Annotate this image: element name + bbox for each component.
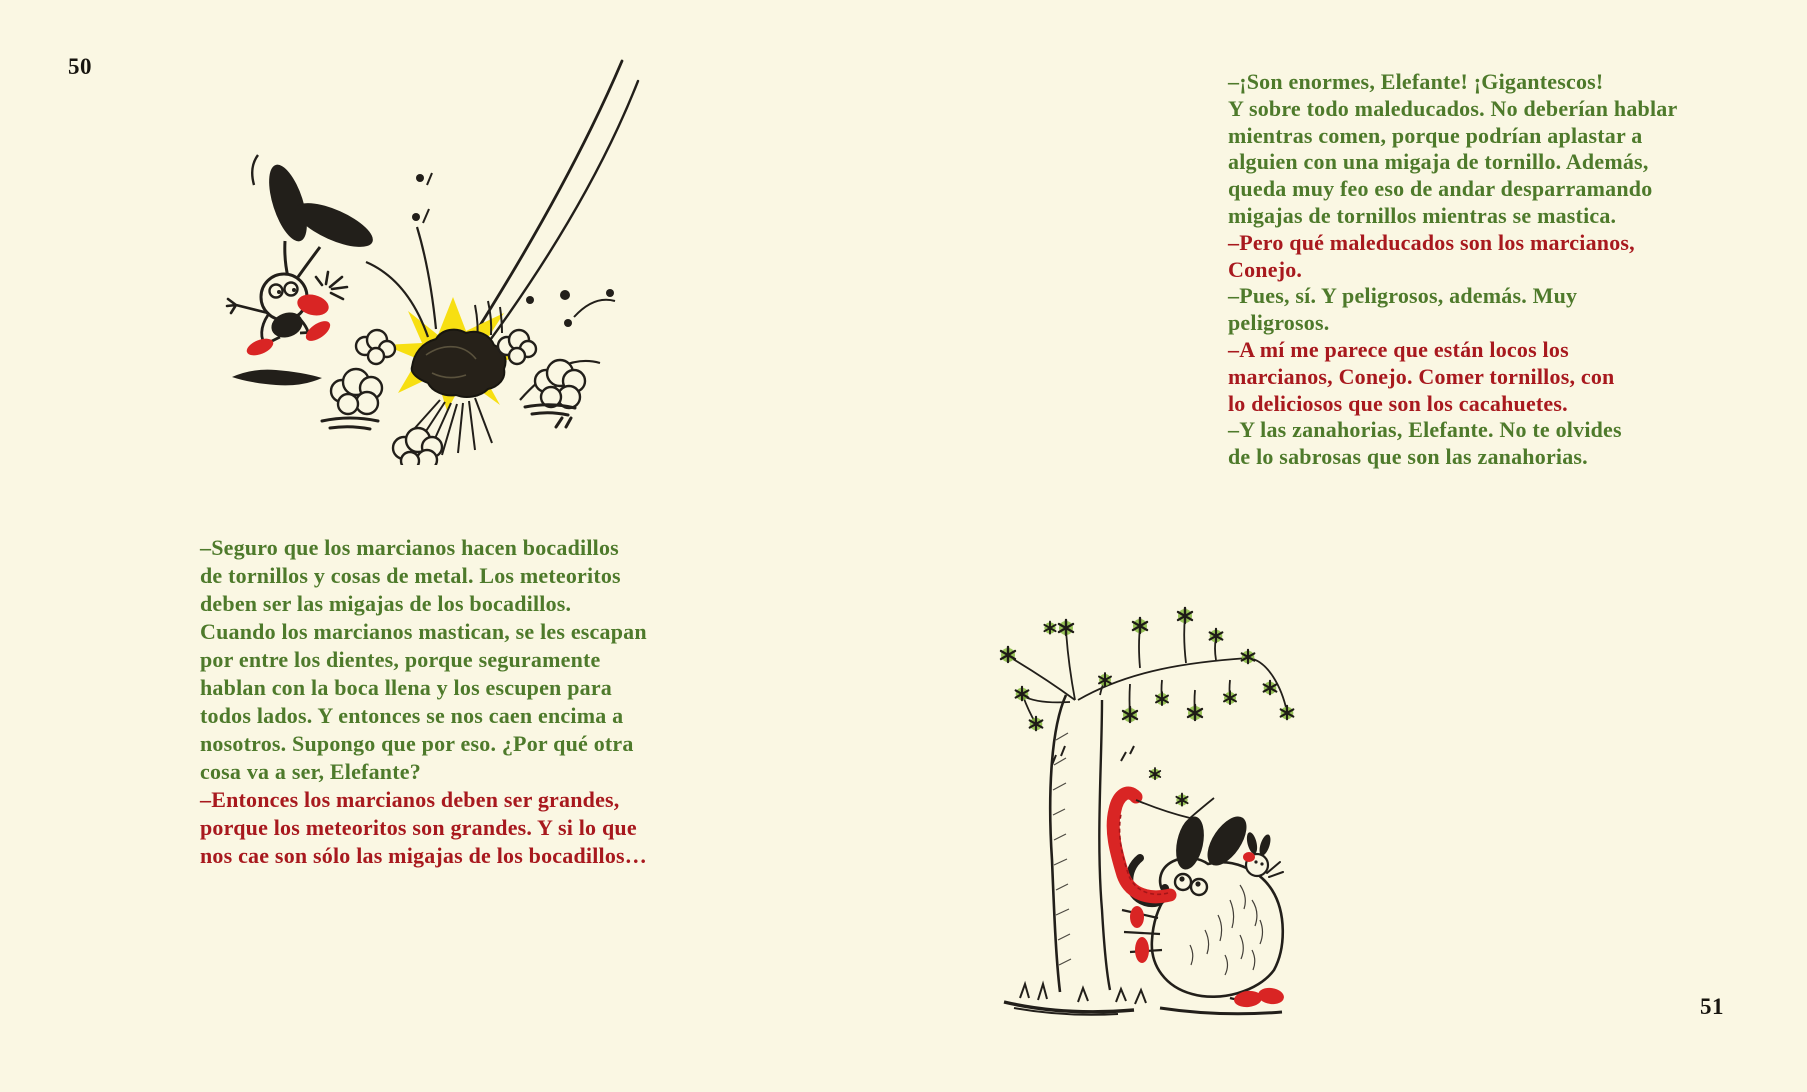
elephant-tree-illustration	[990, 600, 1310, 1020]
meteorite-explosion-illustration	[170, 55, 650, 465]
story-line: –Seguro que los marcianos hacen bocadillos	[200, 535, 619, 560]
rabbit-ear	[261, 160, 314, 245]
story-line: nos cae son sólo las migajas de los bocadillos…	[200, 843, 648, 868]
story-line: de tornillos y cosas de metal. Los meteoritos	[200, 563, 621, 588]
story-line: nosotros. Supongo que por eso. ¿Por qué otra	[200, 731, 634, 756]
story-line: Conejo.	[1228, 256, 1303, 282]
story-line: –¡Son enormes, Elefante! ¡Gigantescos!	[1228, 69, 1604, 94]
story-line: migajas de tornillos mientras se mastica.	[1228, 202, 1617, 228]
story-line: peligrosos.	[1228, 310, 1330, 336]
page-number-left: 50	[68, 54, 92, 79]
tiny-rabbit-character	[1243, 831, 1283, 877]
story-line: queda muy feo eso de andar desparramando	[1228, 176, 1653, 202]
rabbit-character	[227, 155, 378, 359]
right-page-text	[1228, 69, 1773, 471]
story-line: –Pero qué maleducados son los marcianos,	[1228, 229, 1635, 255]
tree-leaves	[1001, 608, 1293, 730]
elephant-character	[1113, 768, 1285, 1008]
story-line: hablan con la boca llena y los escupen para	[200, 675, 612, 700]
story-line: mientras comen, porque podrían aplastar a	[1228, 122, 1643, 148]
story-line: cosa va a ser, Elefante?	[200, 759, 421, 784]
story-line: todos lados. Y entonces se nos caen encima a	[200, 703, 624, 728]
story-line: –Entonces los marcianos deben ser grandes,	[200, 787, 620, 812]
story-line: marcianos, Conejo. Comer tornillos, con	[1228, 363, 1615, 389]
story-line: de lo sabrosas que son las zanahorias.	[1228, 444, 1588, 470]
elephant-shoe	[1257, 986, 1285, 1005]
rabbit-paw	[316, 272, 347, 299]
story-line: –Y las zanahorias, Elefante. No te olvides	[1228, 417, 1622, 443]
left-page-text	[200, 534, 730, 870]
rabbit-foot	[244, 335, 275, 358]
page-number-right: 51	[1700, 994, 1724, 1019]
elephant-body	[1152, 858, 1283, 997]
story-line: Cuando los marcianos mastican, se les escapan	[200, 619, 647, 644]
story-line: por entre los dientes, porque seguramente	[200, 647, 601, 672]
story-line: –A mí me parece que están locos los	[1228, 336, 1569, 362]
story-line: –Pues, sí. Y peligrosos, además. Muy	[1228, 283, 1578, 309]
story-line: alguien con una migaja de tornillo. Además,	[1228, 149, 1649, 175]
story-line: lo deliciosos que son los cacahuetes.	[1228, 390, 1568, 416]
story-line: deben ser las migajas de los bocadillos.	[200, 591, 572, 616]
story-line: Y sobre todo maleducados. No deberían hablar	[1228, 95, 1678, 121]
rabbit-shadow	[232, 370, 322, 386]
tiny-rabbit-nose	[1243, 852, 1255, 862]
story-line: porque los meteoritos son grandes. Y si lo que	[200, 815, 637, 840]
